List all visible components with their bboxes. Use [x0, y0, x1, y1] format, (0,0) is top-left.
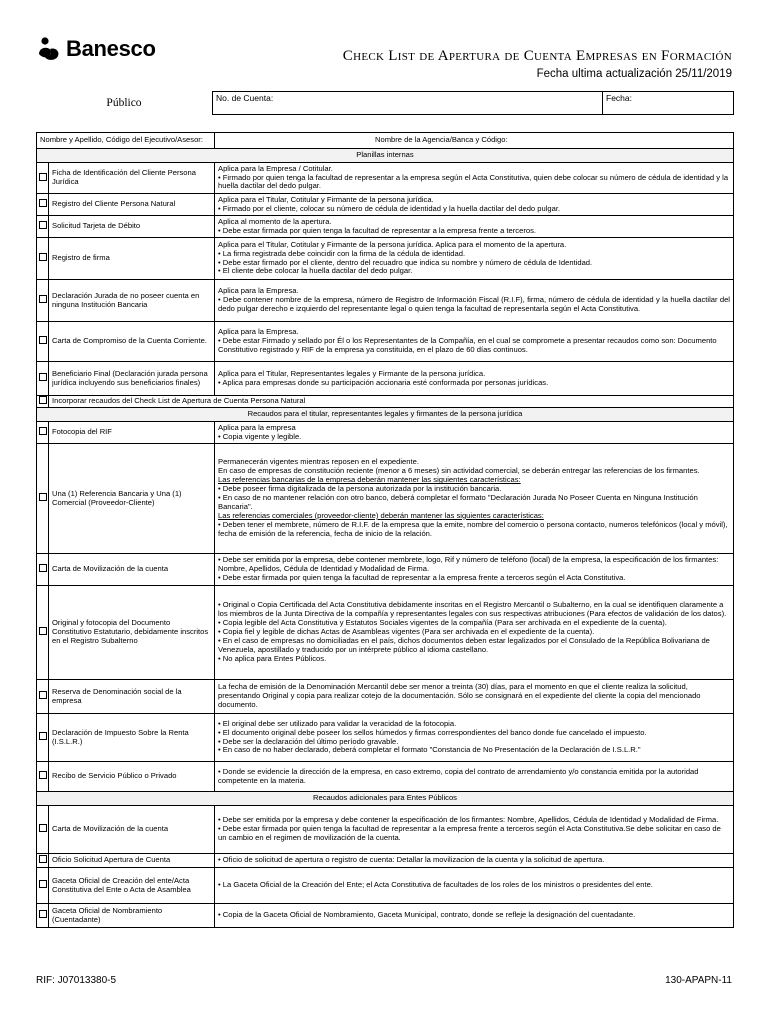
- account-number-field[interactable]: [213, 92, 603, 115]
- item-description: Aplica para la empresa • Copia vigente y legible.: [215, 422, 734, 444]
- checklist-row: [37, 762, 734, 792]
- item-description: • Original o Copia Certificada del Acta Constitutiva debidamente inscritas en el Registro Mercantil o Subalterno, en la cual se identifiquen claramente a los miembros de la Junta Directiva de la compañía y representantes legales con sus respectivas atribuciones (Para efectos de validación de los datos). • Copia legible del Acta Constitutiva y Estatutos Sociales vigentes de la compañía (Para ser archivada en el expediente de la cuenta). • Copia fiel y legible de dichas Actas de Asambleas vigentes (Para ser archivada en el expediente de la cuenta). • En el caso de empresas no domiciliadas en el país, dichos documentos deben estar legalizados por el Consulado de la República Bolivariana de Venezuela, apostillado y traducido por un intérprete público al idioma castellano. • No aplica para Entes Públicos.: [215, 586, 734, 680]
- checklist-row: [37, 194, 734, 216]
- account-number-label: No. de Cuenta:: [216, 93, 274, 103]
- checklist-row: [37, 444, 734, 554]
- item-name: Gaceta Oficial de Creación del ente/Acta Constitutiva del Ente o Acta de Asamblea: [49, 868, 215, 904]
- checkbox[interactable]: [39, 493, 47, 501]
- executive-label: Nombre y Apellido, Código del Ejecutivo/Asesor:: [40, 135, 203, 145]
- checklist-row: [37, 163, 734, 194]
- item-name: Declaración Jurada de no poseer cuenta en ninguna Institución Bancaria: [49, 280, 215, 322]
- item-description: • Debe ser emitida por la empresa y debe contener la especificación de los firmantes: Nombre, Apellidos, Cédula de Identidad y Modalidad de Firma. • Debe estar firmada por quien tenga la facultad de representar a la empresa frente a terceros según el Acta Constitutiva.Se debe solicitar en caso de un cambio en el regimen de movilización de la cuenta.: [215, 806, 734, 854]
- agency-field[interactable]: [215, 133, 734, 149]
- checklist-table: [36, 132, 734, 928]
- checklist-row: [37, 868, 734, 904]
- item-description: • Donde se evidencie la dirección de la empresa, en caso extremo, copia del contrato de arrendamiento y/o constancia emitida por la autoridad competente en la materia.: [215, 762, 734, 792]
- checklist-row: [37, 554, 734, 586]
- item-description: Permanecerán vigentes mientras reposen en el expediente. En caso de empresas de constitución reciente (menor a 6 meses) sin actividad comercial, se deberán entregar las referencias de los firmantes. Las referencias bancarias de la empresa deberán mantener las siguientes características: • Debe poseer firma digitalizada de la persona autorizada por la institución bancaria. • En caso de no mantener relación con otro banco, deberá completar el formato "Declaración Jurada No Poseer Cuenta en Ninguna Institución Bancaria". Las referencias comerciales (proveedor-cliente) deberán mantener las siguientes características: • Deben tener el membrete, número de R.I.F. de la empresa que la emite, nombre del comercio o persona contacto, numeros telefónicos (local y móvil), fecha de emisión de la referencia, fecha de inicio de la relación.: [215, 444, 734, 554]
- item-description: • Debe ser emitida por la empresa, debe contener membrete, logo, Rif y número de teléfono (local) de la empresa, la especificación de los firmantes: Nombre, Apellidos, Cédula de Identidad y Modalidad de Firma. • Debe estar firmada por quien tenga la facultad de representar a la empresa frente a terceros según el Acta Constitutiva.: [215, 554, 734, 586]
- item-description: • La Gaceta Oficial de la Creación del Ente; el Acta Constitutiva de facultades de los roles de los ministros o presidentes del ente.: [215, 868, 734, 904]
- document-title: Check List de Apertura de Cuenta Empresas en Formación: [342, 48, 732, 64]
- checkbox[interactable]: [39, 295, 47, 303]
- date-label: Fecha:: [606, 93, 632, 103]
- item-description: Aplica para la Empresa. • Debe contener nombre de la empresa, número de Registro de Información Fiscal (R.I.F), firma, número de cédula de identidad y la huella dactilar del dedo pulgar derecho e izquierdo del representante legal o quien tenga la facultad de representarla según el Acta Constitutiva.: [215, 280, 734, 322]
- item-name: Incorporar recaudos del Check List de Apertura de Cuenta Persona Natural: [49, 396, 734, 408]
- item-name: Declaración de Impuesto Sobre la Renta (I.S.L.R.): [49, 714, 215, 762]
- checklist-row: [37, 396, 734, 408]
- checkbox[interactable]: [39, 771, 47, 779]
- brand-name: Banesco: [66, 36, 156, 61]
- checklist-row: [37, 322, 734, 362]
- item-name: Original y fotocopia del Documento Constitutivo Estatutario, debidamente inscritos en el Registro Subalterno: [49, 586, 215, 680]
- checklist-row: [37, 280, 734, 322]
- item-name: Oficio Solicitud Apertura de Cuenta: [49, 854, 215, 868]
- checklist-row: [37, 854, 734, 868]
- checklist-row: [37, 362, 734, 396]
- checkbox[interactable]: [39, 732, 47, 740]
- banesco-people-icon: [36, 36, 62, 62]
- header-table: [36, 91, 734, 115]
- section-planillas-internas: Planillas internas: [37, 149, 734, 163]
- footer-rif: RIF: J07013380-5: [36, 975, 117, 986]
- classification-label: Público: [106, 97, 142, 109]
- checkbox[interactable]: [39, 691, 47, 699]
- item-description: Aplica para la Empresa / Cotitular. • Firmado por quien tenga la facultad de representar a la empresa según el Acta Constitutiva, quien debe colocar su número de cédula de identidad y la huella dactilar del dedo pulgar.: [215, 163, 734, 194]
- item-name: Registro de firma: [49, 238, 215, 280]
- banesco-logo: [36, 36, 156, 62]
- checkbox[interactable]: [39, 173, 47, 181]
- checkbox[interactable]: [39, 396, 47, 404]
- item-description: Aplica al momento de la apertura. • Debe estar firmada por quien tenga la facultad de representar a la empresa frente a terceros.: [215, 216, 734, 238]
- checklist-row: [37, 904, 734, 928]
- item-name: Ficha de Identificación del Cliente Persona Jurídica: [49, 163, 215, 194]
- footer-form-code: 130-APAPN-11: [665, 975, 732, 986]
- item-name: Beneficiario Final (Declaración jurada persona jurídica incluyendo sus beneficiarios finales): [49, 362, 215, 396]
- checkbox[interactable]: [39, 373, 47, 381]
- checkbox[interactable]: [39, 564, 47, 572]
- item-name: Gaceta Oficial de Nombramiento (Cuentadante): [49, 904, 215, 928]
- checklist-row: [37, 806, 734, 854]
- item-name: Solicitud Tarjeta de Débito: [49, 216, 215, 238]
- date-field[interactable]: [603, 92, 734, 115]
- checkbox[interactable]: [39, 221, 47, 229]
- item-description: Aplica para el Titular, Cotitular y Firmante de la persona jurídica. • Firmado por el cliente, colocar su número de cédula de identidad y la huella dactilar del dedo pulgar.: [215, 194, 734, 216]
- item-description: • Copia de la Gaceta Oficial de Nombramiento, Gaceta Municipal, contrato, donde se refleje la designación del cuentadante.: [215, 904, 734, 928]
- checkbox[interactable]: [39, 199, 47, 207]
- checklist-row: [37, 586, 734, 680]
- checkbox[interactable]: [39, 336, 47, 344]
- executive-field[interactable]: [37, 133, 215, 149]
- item-name: Carta de Compromiso de la Cuenta Corriente.: [49, 322, 215, 362]
- item-description: Aplica para la Empresa. • Debe estar Firmado y sellado por Él o los Representantes de la Compañía, en el cual se compromete a presentar recaudos como son: Documento Constitutivo registrado y RIF de la empresa ya constituida, en el plazo de 60 días continuos.: [215, 322, 734, 362]
- checkbox[interactable]: [39, 253, 47, 261]
- checkbox[interactable]: [39, 855, 47, 863]
- checklist-row: [37, 216, 734, 238]
- item-description: Aplica para el Titular, Cotitular y Firmante de la persona jurídica. Aplica para el momento de la apertura. • La firma registrada debe coincidir con la firma de la cédula de identidad. • Debe estar firmado por el cliente, dentro del recuadro que indica su nombre y número de cédula de Identidad. • El cliente debe colocar la huella dactilar del dedo pulgar.: [215, 238, 734, 280]
- item-name: Carta de Movilización de la cuenta: [49, 554, 215, 586]
- item-name: Fotocopia del RIF: [49, 422, 215, 444]
- checklist-row: [37, 714, 734, 762]
- item-name: Recibo de Servicio Público o Privado: [49, 762, 215, 792]
- item-name: Una (1) Referencia Bancaria y Una (1) Comercial (Proveedor-Cliente): [49, 444, 215, 554]
- checkbox[interactable]: [39, 627, 47, 635]
- item-name: Registro del Cliente Persona Natural: [49, 194, 215, 216]
- last-updated: Fecha ultima actualización 25/11/2019: [536, 68, 732, 80]
- checkbox[interactable]: [39, 427, 47, 435]
- section-recaudos-titular: Recaudos para el titular, representantes legales y firmantes de la persona jurídica: [37, 408, 734, 422]
- item-description: La fecha de emisión de la Denominación Mercantil debe ser menor a treinta (30) días, para el momento en que el cliente realiza la solicitud, presentando Original y copia para realizar cotejo de la documentación. Sólo se consignará en el expediente del cliente la copia del mencionado documento.: [215, 680, 734, 714]
- item-description: • El original debe ser utilizado para validar la veracidad de la fotocopia. • El documento original debe poseer los sellos húmedos y firmas correspondientes del banco donde fue cancelado el impuesto. • Debe ser la declaración del último período gravable. • En caso de no haber declarado, deberá completar el formato "Constancia de No Presentación de la Declaración de I.S.L.R.": [215, 714, 734, 762]
- checkbox[interactable]: [39, 824, 47, 832]
- agency-label: Nombre de la Agencia/Banca y Código:: [375, 135, 508, 145]
- checkbox[interactable]: [39, 910, 47, 918]
- item-name: Reserva de Denominación social de la empresa: [49, 680, 215, 714]
- checklist-row: [37, 238, 734, 280]
- checklist-row: [37, 680, 734, 714]
- checkbox[interactable]: [39, 880, 47, 888]
- item-name: Carta de Movilización de la cuenta: [49, 806, 215, 854]
- checklist-row: [37, 422, 734, 444]
- item-description: Aplica para el Titular, Representantes legales y Firmante de la persona jurídica. • Aplica para empresas donde su participación accionaria esté conformada por personas jurídicas.: [215, 362, 734, 396]
- section-entes-publicos: Recaudos adicionales para Entes Públicos: [37, 792, 734, 806]
- item-description: • Oficio de solicitud de apertura o registro de cuenta: Detallar la movilizacion de la cuenta y la solicitud de apertura.: [215, 854, 734, 868]
